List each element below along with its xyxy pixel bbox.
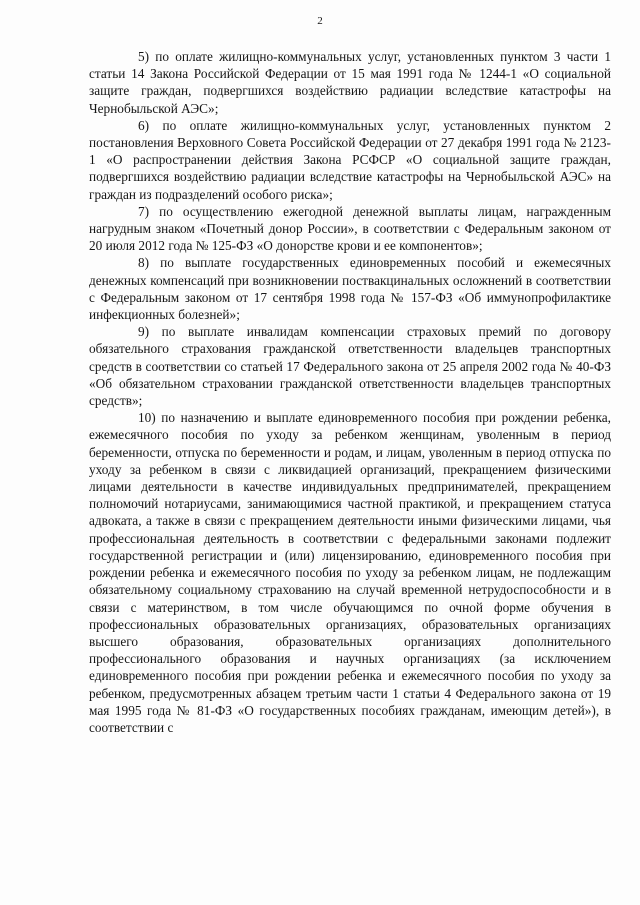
paragraph-item-6: 6) по оплате жилищно-коммунальных услуг, установленных пунктом 2 постановления Верховного Совета Российской Федерации от 27 декабря 1991 года № 2123-1 «О распространении действия Закона РСФСР «О социальной защите граждан, подвергшихся воздействию радиации вследствие катастрофы на Чернобыльской АЭС» на граждан из подразделений особого риска»; (89, 117, 611, 202)
paragraph-item-10: 10) по назначению и выплате единовременного пособия при рождении ребенка, ежемесячного пособия по уходу за ребенком женщинам, уволенным в период беременности, отпуска по беременности и родам, и лицам, уволенным в период отпуска по уходу за ребенком в связи с ликвидацией организаций, прекращением физическими лицами деятельности в качестве индивидуальных предпринимателей, прекращением полномочий нотариусами, занимающимися частной практикой, и прекращением статуса адвоката, а также в связи с прекращением деятельности иными физическими лицами, чья профессиональная деятельность в соответствии с федеральными законами подлежит государственной регистрации и (или) лицензированию, единовременного пособия при рождении ребенка и ежемесячного пособия по уходу за ребенком лицам, не подлежащим обязательному социальному страхованию на случай временной нетрудоспособности и в связи с материнством, в том числе обучающимся по очной форме обучения в профессиональных образовательных организациях, образовательных организациях высшего образования, образовательных организациях дополнительного профессионального образования и научных организациях (за исключением единовременного пособия при рождении ребенка и ежемесячного пособия по уходу за ребенком, предусмотренных абзацем третьим части 1 статьи 4 Федерального закона от 19 мая 1995 года № 81-ФЗ «О государственных пособиях гражданам, имеющим детей»), в соответствии с (89, 410, 611, 735)
page-number: 2 (317, 15, 323, 27)
document-body (89, 48, 611, 736)
paragraph-item-7: 7) по осуществлению ежегодной денежной выплаты лицам, награжденным нагрудным знаком «Почетный донор России», в соответствии с Федеральным законом от 20 июля 2012 года № 125-ФЗ «О донорстве крови и ее компонентов»; (89, 203, 611, 254)
paragraph-item-9: 9) по выплате инвалидам компенсации страховых премий по договору обязательного страхования гражданской ответственности владельцев транспортных средств в соответствии со статьей 17 Федерального закона от 25 апреля 2002 года № 40-ФЗ «Об обязательном страховании гражданской ответственности владельцев транспортных средств»; (89, 324, 611, 409)
paragraph-item-5: 5) по оплате жилищно-коммунальных услуг, установленных пунктом 3 части 1 статьи 14 Закона Российской Федерации от 15 мая 1991 года № 1244-1 «О социальной защите граждан, подвергшихся воздействию радиации вследствие катастрофы на Чернобыльской АЭС»; (89, 49, 611, 116)
paragraph-item-8: 8) по выплате государственных единовременных пособий и ежемесячных денежных компенсаций при возникновении поствакцинальных осложнений в соответствии с Федеральным законом от 17 сентября 1998 года № 157-ФЗ «Об иммунопрофилактике инфекционных болезней»; (89, 255, 611, 323)
